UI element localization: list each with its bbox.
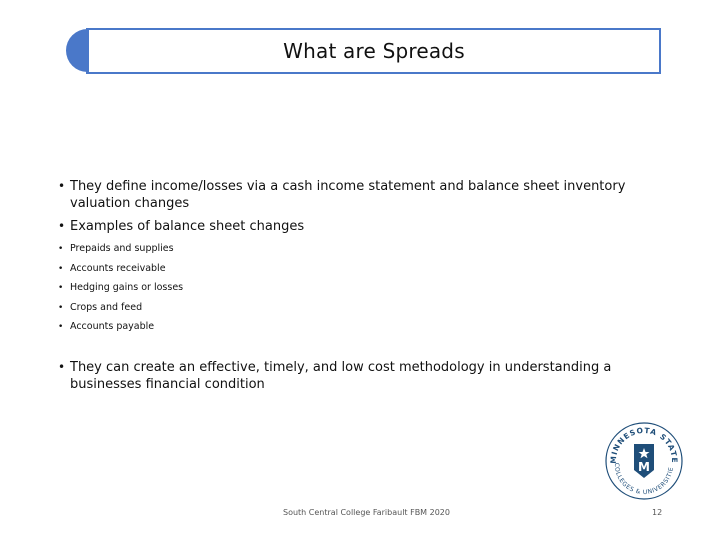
sub-bullet-item: [58, 302, 658, 314]
bullet-marker: •: [58, 263, 64, 274]
bullet-marker: •: [58, 322, 64, 332]
bullet-marker: •: [58, 283, 64, 293]
logo-monogram: M: [638, 460, 650, 474]
logo-top-text: MINNESOTA STATE: [608, 425, 680, 464]
bullet-text: Examples of balance sheet changes: [70, 219, 305, 234]
sub-bullet-text: Prepaids and supplies: [70, 243, 174, 254]
slide-title: What are Spreads: [283, 39, 465, 63]
sub-bullet-item: [58, 321, 658, 333]
page-number: 12: [652, 508, 663, 517]
title-box: [86, 28, 661, 74]
bullet-list: [58, 178, 658, 399]
sub-bullet-text: Accounts receivable: [70, 262, 166, 274]
bullet-marker: •: [58, 219, 66, 233]
bullet-marker: •: [58, 359, 66, 374]
bullet-item: [58, 218, 658, 235]
bullet-marker: •: [58, 179, 66, 193]
sub-bullet-text: Hedging gains or losses: [70, 282, 184, 293]
sub-bullet-item: [58, 263, 658, 275]
logo-bottom-text: COLLEGES & UNIVERSITIE: [612, 462, 675, 497]
sub-bullet-text: Crops and feed: [70, 301, 143, 313]
sub-bullet-item: [58, 243, 658, 255]
minnesota-state-logo: [603, 420, 685, 502]
spacer: [58, 341, 658, 359]
seal-icon: [603, 420, 685, 502]
bullet-item: [58, 359, 658, 393]
bullet-text: They can create an effective, timely, and low cost methodology in understanding a businesses financial condition: [70, 359, 612, 392]
bullet-marker: •: [58, 302, 64, 313]
bullet-item: [58, 178, 658, 212]
bullet-text: They define income/losses via a cash income statement and balance sheet inventory valuation changes: [70, 179, 626, 211]
footer-text: South Central College Faribault FBM 2020: [283, 508, 450, 517]
sub-bullet-item: [58, 282, 658, 294]
bullet-marker: •: [58, 244, 64, 254]
sub-bullet-text: Accounts payable: [70, 321, 155, 332]
